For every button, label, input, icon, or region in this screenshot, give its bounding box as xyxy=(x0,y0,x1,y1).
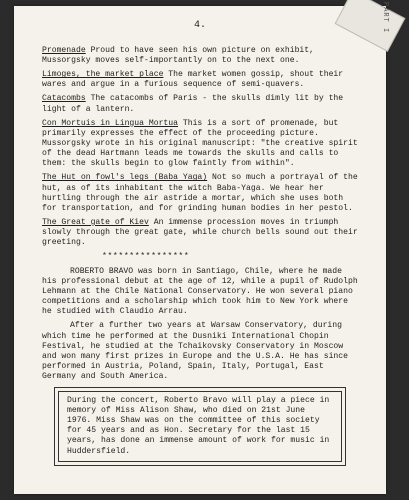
page-number: 4. xyxy=(194,20,207,31)
movement-title: The Hut on fowl's legs (Baba Yaga) xyxy=(42,173,208,183)
movement-title: Catacombs xyxy=(42,94,86,104)
movement-promenade xyxy=(42,46,360,66)
movement-con-mortuis xyxy=(42,119,360,170)
memorial-notice-box xyxy=(54,387,346,466)
separator-stars: **************** xyxy=(102,252,190,262)
movement-great-gate xyxy=(42,218,360,249)
movement-title: The Great gate of Kiev xyxy=(42,218,149,228)
movement-description: Proud to have seen his own picture on exhibit, Mussorgsky moves self-importantly on to the next one. xyxy=(42,46,314,66)
movement-title: Promenade xyxy=(42,46,86,55)
memorial-notice-text: During the concert, Roberto Bravo will play a piece in memory of Miss Alison Shaw, who died on 21st June 1976. Miss Shaw was on the committee of this society for 45 years and as Hon. Secretary for the last 15 years, has done an immense amount of work for music in Huddersfield. xyxy=(58,391,342,462)
bio-paragraph: After a further two years at Warsaw Conservatory, during which time he performed at the Dusniki International Chopin Festival, he studied at the Tchaikovsky Conservatory in Moscow and won many first prizes in Europe and the U.S.A. He has since performed in Austria, Poland, Spain, Italy, Portugal, East Germany and South America. xyxy=(42,321,348,382)
movement-title: Limoges, the market place xyxy=(42,70,164,80)
movement-catacombs xyxy=(42,94,360,114)
movement-description: Not so much a portrayal of the hut, as of its inhabitant the witch Baba-Yaga. We hear her hurtling through the air astride a mortar, which she uses both for transportation, and for grinding human bodies in her pestol. xyxy=(42,173,358,214)
page-content xyxy=(42,46,360,466)
movement-description: The market women gossip, shout their wares and argue in a furious sequence of semi-quavers. xyxy=(42,70,344,90)
folded-corner-tab xyxy=(335,0,406,52)
movement-limoges xyxy=(42,70,360,90)
corner-label: PART I xyxy=(380,1,389,34)
movement-description: An immense procession moves in triumph slowly through the great gate, while church bells sound out their greeting. xyxy=(42,218,358,248)
movement-title: Con Mortuis in Lingua Mortua xyxy=(42,118,178,128)
bio-paragraph: ROBERTO BRAVO was born in Santiago, Chile, where he made his professional debut at the age of 12, while a pupil of Rudolph Lehmann at the Chile National Conservatory. He won several piano competitions and a scholarship which took him to New York where he studied with Claudio Arrau. xyxy=(42,266,358,317)
movement-description: This is a sort of promenade, but primarily expresses the effect of the proceeding picture. Mussorgsky wrote in his original manuscript: "the creative spirit of the dead Hartmann leads me towards the skulls and calls to them: the skulls begin to glow faintly from within". xyxy=(42,118,358,169)
movement-baba-yaga xyxy=(42,173,360,214)
program-page xyxy=(14,1,389,494)
movement-description: The catacombs of Paris - the skulls dimly lit by the light of a lantern. xyxy=(42,94,344,114)
